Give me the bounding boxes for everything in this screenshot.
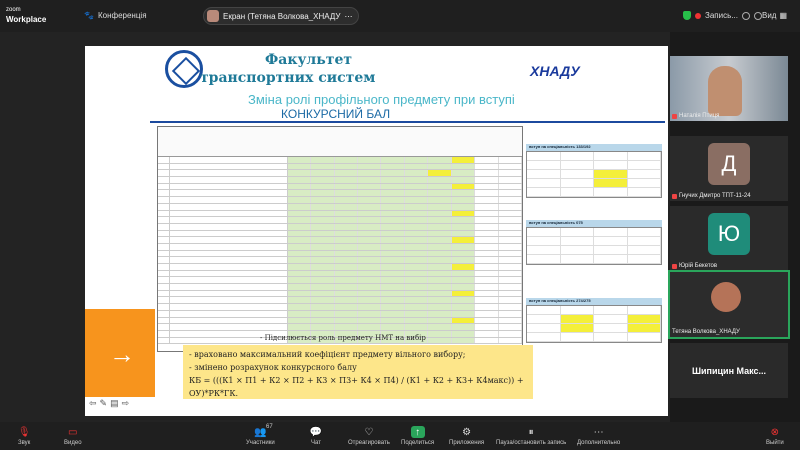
grid-icon: ▦ bbox=[779, 11, 788, 20]
mic-muted-icon bbox=[672, 264, 677, 269]
table-row bbox=[158, 311, 522, 318]
table-row bbox=[158, 271, 522, 278]
slide-title-line1: Факультет bbox=[265, 52, 353, 68]
brand-text: ХНАДУ bbox=[530, 63, 580, 79]
table-row bbox=[158, 297, 522, 304]
more-icon: ⋯ bbox=[593, 426, 604, 438]
side-table-title: вступ на спеціальність 274/275 bbox=[526, 298, 662, 305]
participants-label: Участники bbox=[246, 440, 275, 446]
react-button[interactable] bbox=[348, 426, 390, 446]
divider bbox=[150, 121, 665, 123]
heart-icon: ♡ bbox=[364, 426, 374, 438]
mic-off-icon: 🎙 bbox=[17, 426, 31, 438]
participant-tile[interactable] bbox=[670, 56, 788, 121]
university-logo-icon bbox=[165, 50, 203, 88]
side-table-title: вступ на спеціальність 075 bbox=[526, 220, 662, 227]
apps-label: Приложения bbox=[449, 440, 485, 446]
specialties-table bbox=[157, 126, 523, 352]
react-label: Отреагировать bbox=[348, 440, 390, 446]
table-row bbox=[158, 211, 522, 218]
prev-slide-icon[interactable]: ⇦ bbox=[89, 398, 97, 408]
share-label: Екран (Тетяна Волкова_ХНАДУ bbox=[223, 11, 341, 21]
side-table-133 bbox=[526, 144, 662, 198]
side-table-075 bbox=[526, 220, 662, 265]
orange-accent-block bbox=[85, 309, 155, 397]
more-button[interactable] bbox=[577, 426, 620, 446]
table-row bbox=[158, 251, 522, 258]
stop-icon[interactable] bbox=[754, 12, 762, 20]
slide-title-line2: транспортних систем bbox=[200, 70, 376, 86]
table-row bbox=[158, 184, 522, 191]
table-row bbox=[158, 324, 522, 331]
people-icon: 👥 bbox=[254, 426, 267, 438]
presentation-slide bbox=[85, 46, 668, 416]
bullet-item: КБ = (((К1 × П1 + К2 × П2 + К3 × П3+ К4 × П4) / (К1 + К2 + К3+ К4макс)) + ОУ)*РК*ГК. bbox=[189, 376, 524, 398]
table-row bbox=[158, 217, 522, 224]
formula-box bbox=[183, 345, 533, 399]
shared-screen bbox=[0, 32, 670, 422]
record-label: Запись... bbox=[705, 11, 738, 20]
table-row bbox=[158, 224, 522, 231]
participant-name: Гнучих Дмитро ТПТ-11-24 bbox=[679, 193, 751, 199]
table-row bbox=[158, 157, 522, 164]
record-button[interactable] bbox=[496, 426, 566, 446]
apps-button[interactable] bbox=[449, 426, 484, 446]
table-row bbox=[158, 304, 522, 311]
chat-label: Чат bbox=[311, 440, 321, 446]
table-header bbox=[158, 127, 522, 157]
audio-button[interactable] bbox=[18, 426, 30, 446]
avatar: Ю bbox=[708, 213, 750, 255]
pause-icon[interactable] bbox=[742, 12, 750, 20]
participant-name: Тетяна Волкова_ХНАДУ bbox=[672, 329, 740, 335]
share-label: Поделиться bbox=[401, 440, 435, 446]
participants-panel bbox=[670, 56, 800, 396]
sharer-avatar bbox=[207, 10, 219, 22]
record-button-label: Пауза/остановить запись bbox=[496, 440, 567, 446]
arrow-right-icon: → bbox=[109, 339, 135, 369]
share-button[interactable] bbox=[401, 426, 434, 446]
top-bar bbox=[0, 0, 800, 32]
video-button[interactable] bbox=[64, 426, 82, 446]
participant-face bbox=[708, 66, 742, 116]
side-table-title: вступ на спеціальність 133/192 bbox=[526, 144, 662, 151]
table-row bbox=[158, 177, 522, 184]
slide-nav[interactable] bbox=[89, 398, 129, 409]
participants-count: 67 bbox=[266, 424, 273, 430]
slide-subtitle: Зміна ролі профільного предмету при вступі bbox=[248, 92, 515, 107]
bottom-toolbar bbox=[0, 422, 800, 450]
participant-nameplate[interactable]: Шипицин Макс... bbox=[670, 343, 788, 398]
side-table-274 bbox=[526, 298, 662, 343]
meeting-info[interactable] bbox=[84, 11, 147, 20]
zoom-logo: zoom Workplace bbox=[6, 7, 47, 24]
pen-tool-icon[interactable]: ✎ bbox=[99, 398, 108, 408]
bullet-heading: - Підсилюється роль предмету НМТ на вибір bbox=[260, 334, 426, 342]
more-label: Дополнительно bbox=[577, 440, 621, 446]
participant-name: Наталія Птиця bbox=[679, 113, 720, 119]
table-row bbox=[158, 318, 522, 325]
participant-name: Юрій Бекетов bbox=[679, 263, 718, 269]
chat-button[interactable] bbox=[310, 426, 322, 446]
bullet-item: - змінено розрахунок конкурсного балу bbox=[189, 363, 357, 372]
audio-label: Звук bbox=[18, 440, 31, 446]
participant-tile[interactable] bbox=[670, 206, 788, 271]
participant-tile-active[interactable] bbox=[670, 272, 788, 337]
table-row bbox=[158, 257, 522, 264]
shield-icon bbox=[683, 11, 691, 20]
table-row bbox=[158, 237, 522, 244]
side-table-grid bbox=[526, 227, 662, 265]
apps-icon: ⚙ bbox=[462, 426, 472, 438]
side-table-grid bbox=[526, 305, 662, 343]
table-row bbox=[158, 284, 522, 291]
table-row bbox=[158, 197, 522, 204]
screen-share-pill[interactable] bbox=[203, 7, 359, 25]
leave-label: Выйти bbox=[766, 440, 784, 446]
pause-stop-icon: ⏸ bbox=[528, 426, 534, 438]
view-button[interactable] bbox=[762, 11, 787, 20]
table-row bbox=[158, 164, 522, 171]
video-label: Видео bbox=[64, 440, 82, 446]
slide-heading: КОНКУРСНИЙ БАЛ bbox=[281, 107, 391, 121]
record-dot-icon bbox=[695, 13, 701, 19]
table-row bbox=[158, 204, 522, 211]
recording-indicator[interactable] bbox=[683, 11, 762, 20]
table-row bbox=[158, 291, 522, 298]
table-row bbox=[158, 277, 522, 284]
bullet-item: - враховано максимальний коефіцієнт предмету вільного вибору; bbox=[189, 350, 466, 359]
leave-button[interactable] bbox=[766, 426, 784, 446]
table-row bbox=[158, 264, 522, 271]
view-label: Вид bbox=[762, 11, 777, 20]
side-table-grid bbox=[526, 151, 662, 198]
exit-icon: ⊗ bbox=[770, 426, 780, 438]
options-icon: ⋯ bbox=[344, 11, 353, 21]
table-row bbox=[158, 231, 522, 238]
mic-muted-icon bbox=[672, 114, 677, 119]
meeting-label: Конференція bbox=[97, 11, 147, 20]
menu-icon[interactable]: ▤ bbox=[110, 398, 119, 408]
table-row bbox=[158, 170, 522, 177]
participant-tile[interactable] bbox=[670, 136, 788, 201]
share-arrow-icon: ↑ bbox=[411, 426, 425, 438]
next-slide-icon[interactable]: ⇨ bbox=[121, 398, 130, 408]
avatar: Д bbox=[708, 143, 750, 185]
chat-icon: 💬 bbox=[309, 426, 323, 438]
table-row bbox=[158, 244, 522, 251]
paw-icon: 🐾 bbox=[84, 11, 94, 20]
camera-off-icon: ▭ bbox=[68, 426, 78, 438]
mic-muted-icon bbox=[672, 194, 677, 199]
table-row bbox=[158, 190, 522, 197]
participant-face bbox=[711, 282, 741, 312]
